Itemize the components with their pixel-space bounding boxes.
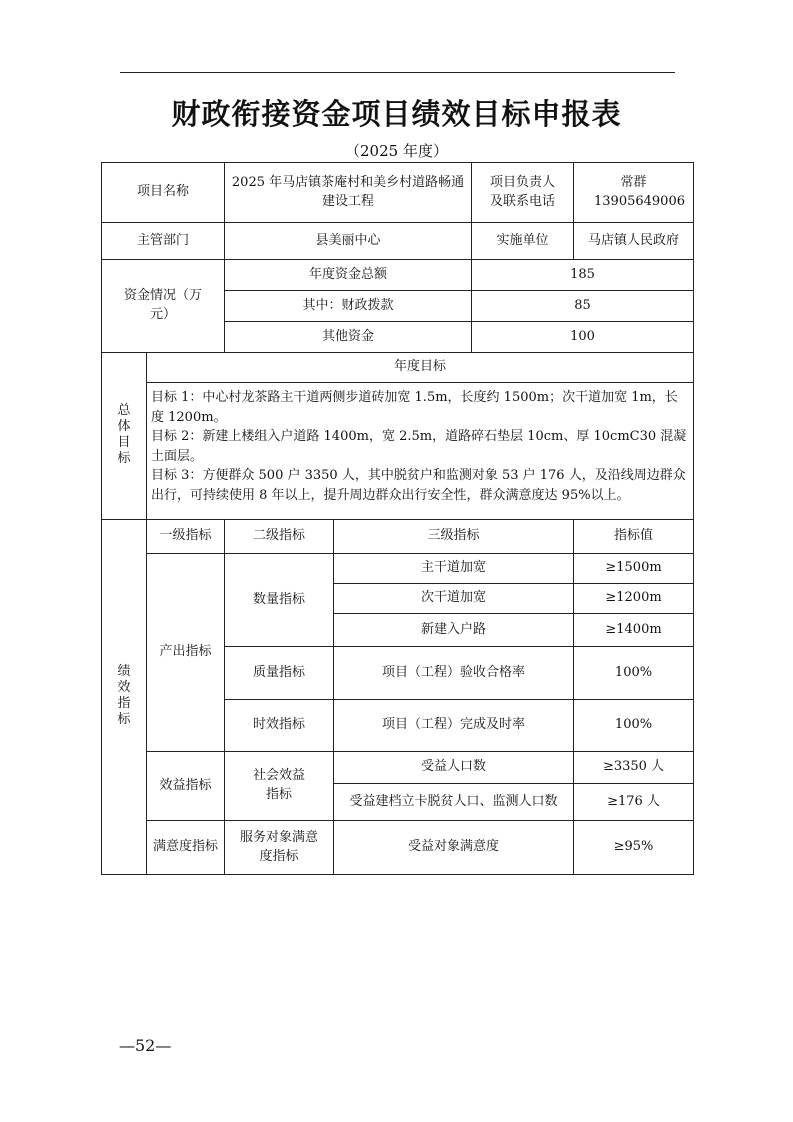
goals-side-label: 总体目标 [102, 353, 147, 520]
dept-label: 主管部门 [102, 223, 225, 260]
goal-item: 目标 1：中心村龙茶路主干道两侧步道砖加宽 1.5m，长度约 1500m；次干道加宽 1m，长度 1200m。 [151, 390, 678, 425]
project-name-label: 项目名称 [102, 163, 225, 223]
funds-row [102, 260, 694, 291]
page-number: —52— [119, 1036, 172, 1055]
col-header-level2: 二级指标 [225, 520, 334, 554]
timeliness-item-value: 100% [574, 700, 694, 752]
goals-text [147, 383, 694, 520]
quantity-item-name: 新建入户路 [334, 614, 574, 647]
page-subtitle: （2025 年度） [345, 142, 448, 160]
col-header-value: 指标值 [574, 520, 694, 554]
service-satisfaction-label: 服务对象满意度指标 [225, 821, 334, 875]
top-rule [120, 72, 675, 73]
project-name-row [102, 163, 694, 223]
quantity-item-value: ≥1500m [574, 554, 694, 584]
satisfaction-indicator-label: 满意度指标 [147, 821, 225, 875]
benefit-item-name: 受益建档立卡脱贫人口、监测人口数 [334, 784, 574, 821]
benefit-item-value: ≥176 人 [574, 784, 694, 821]
quantity-indicator-label: 数量指标 [225, 554, 334, 647]
performance-form-table [101, 162, 694, 875]
page-title: 财政衔接资金项目绩效目标申报表 [171, 97, 622, 131]
quantity-item-value: ≥1400m [574, 614, 694, 647]
department-row [102, 223, 694, 260]
project-leader-label: 项目负责人及联系电话 [472, 163, 574, 223]
funds-total-label: 年度资金总额 [225, 260, 472, 291]
benefit-indicator-label: 效益指标 [147, 752, 225, 821]
satisfaction-item-value: ≥95% [574, 821, 694, 875]
impl-unit-label: 实施单位 [472, 223, 574, 260]
quantity-item-value: ≥1200m [574, 584, 694, 614]
benefit-item-name: 受益人口数 [334, 752, 574, 784]
funds-fiscal-label: 其中：财政拨款 [225, 291, 472, 322]
funds-label: 资金情况（万元） [102, 260, 225, 353]
col-header-level3: 三级指标 [334, 520, 574, 554]
performance-header-row [102, 520, 694, 554]
social-benefit-label: 社会效益指标 [225, 752, 334, 821]
table-row [102, 821, 694, 875]
col-header-level1: 一级指标 [147, 520, 225, 554]
quality-indicator-label: 质量指标 [225, 647, 334, 700]
funds-total-value: 185 [472, 260, 694, 291]
table-row [102, 554, 694, 584]
quantity-item-name: 主干道加宽 [334, 554, 574, 584]
quality-item-name: 项目（工程）验收合格率 [334, 647, 574, 700]
dept-value: 县美丽中心 [225, 223, 472, 260]
project-name-value: 2025 年马店镇茶庵村和美乡村道路畅通建设工程 [225, 163, 472, 223]
goals-content-row [102, 383, 694, 520]
benefit-item-value: ≥3350 人 [574, 752, 694, 784]
project-leader-value: 常群 13905649006 [574, 163, 694, 223]
goal-item: 目标 3：方便群众 500 户 3350 人，其中脱贫户和监测对象 53 户 176 人，及沿线周边群众出行，可持续使用 8 年以上，提升周边群众出行安全性，群众满意度达 95%以上。 [151, 468, 686, 503]
goals-header-row [102, 353, 694, 383]
output-indicator-label: 产出指标 [147, 554, 225, 752]
timeliness-indicator-label: 时效指标 [225, 700, 334, 752]
funds-other-value: 100 [472, 322, 694, 353]
impl-unit-value: 马店镇人民政府 [574, 223, 694, 260]
table-row [102, 752, 694, 784]
goal-item: 目标 2：新建上楼组入户道路 1400m，宽 2.5m，道路碎石垫层 10cm、厚 10cmC30 混凝土面层。 [151, 429, 687, 464]
performance-side-label: 绩效指标 [102, 520, 147, 875]
timeliness-item-name: 项目（工程）完成及时率 [334, 700, 574, 752]
funds-other-label: 其他资金 [225, 322, 472, 353]
goals-header: 年度目标 [147, 353, 694, 383]
quality-item-value: 100% [574, 647, 694, 700]
funds-fiscal-value: 85 [472, 291, 694, 322]
satisfaction-item-name: 受益对象满意度 [334, 821, 574, 875]
quantity-item-name: 次干道加宽 [334, 584, 574, 614]
